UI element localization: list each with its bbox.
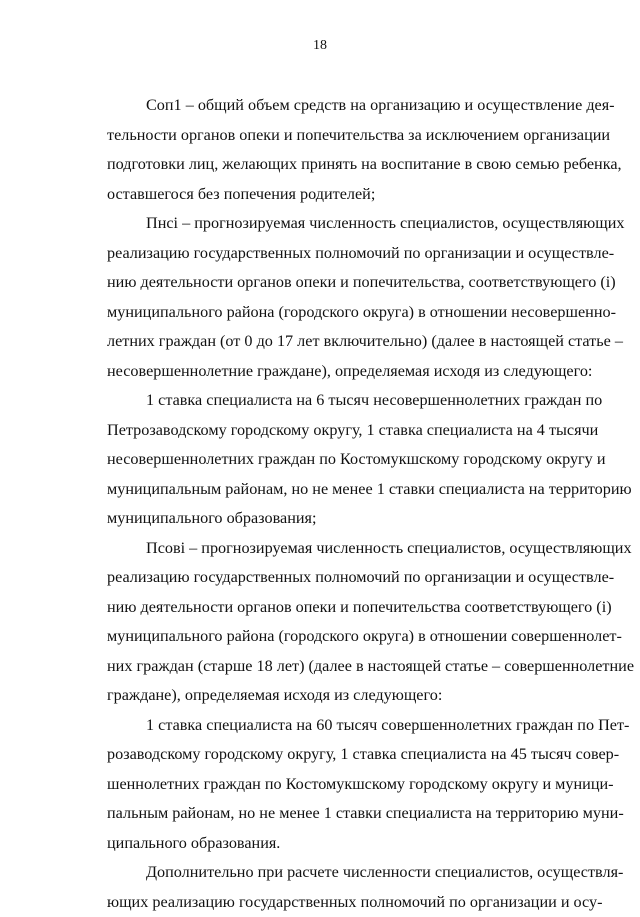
text-line: оставшегося без попечения родителей;: [107, 180, 598, 210]
text-line: розаводскому городскому округу, 1 ставка специалиста на 45 тысяч совер-: [107, 740, 598, 770]
text-line: муниципального образования;: [107, 504, 598, 534]
text-line: реализацию государственных полномочий по организации и осуществле-: [107, 239, 598, 269]
text-line: шеннолетних граждан по Костомукшскому городскому округу и муници-: [107, 770, 598, 800]
text-line: подготовки лиц, желающих принять на воспитание в свою семью ребенка,: [107, 150, 598, 180]
text-line: Псовi – прогнозируемая численность специалистов, осуществляющих: [107, 534, 598, 564]
text-line: Петрозаводскому городскому округу, 1 ставка специалиста на 4 тысячи: [107, 416, 598, 446]
text-line: них граждан (старше 18 лет) (далее в настоящей статье – совершеннолетние: [107, 652, 598, 682]
paragraph: [107, 534, 598, 711]
text-line: нию деятельности органов опеки и попечительства соответствующего (i): [107, 593, 598, 623]
text-line: муниципального района (городского округа) в отношении совершеннолет-: [107, 622, 598, 652]
document-body: [107, 91, 598, 917]
text-line: 1 ставка специалиста на 6 тысяч несовершеннолетних граждан по: [107, 386, 598, 416]
text-line: летних граждан (от 0 до 17 лет включительно) (далее в настоящей статье –: [107, 327, 598, 357]
text-line: 1 ставка специалиста на 60 тысяч совершеннолетних граждан по Пет-: [107, 711, 598, 741]
text-line: пальным районам, но не менее 1 ставки специалиста на территорию муни-: [107, 799, 598, 829]
text-line: муниципальным районам, но не менее 1 ставки специалиста на территорию: [107, 475, 598, 505]
paragraph: [107, 711, 598, 859]
text-line: реализацию государственных полномочий по организации и осуществле-: [107, 563, 598, 593]
text-line: несовершеннолетние граждане), определяемая исходя из следующего:: [107, 357, 598, 387]
text-line: несовершеннолетних граждан по Костомукшскому городскому округу и: [107, 445, 598, 475]
text-line: нию деятельности органов опеки и попечительства, соответствующего (i): [107, 268, 598, 298]
text-line: тельности органов опеки и попечительства за исключением организации: [107, 121, 598, 151]
text-line: муниципального района (городского округа) в отношении несовершенно-: [107, 298, 598, 328]
text-line: ющих реализацию государственных полномочий по организации и осу-: [107, 888, 598, 917]
paragraph: [107, 858, 598, 917]
page-number: 18: [0, 38, 640, 54]
paragraph: [107, 91, 598, 209]
paragraph: [107, 386, 598, 534]
text-line: Дополнительно при расчете численности специалистов, осуществля-: [107, 858, 598, 888]
text-line: Пнсi – прогнозируемая численность специалистов, осуществляющих: [107, 209, 598, 239]
text-line: ципального образования.: [107, 829, 598, 859]
text-line: Соп1 – общий объем средств на организацию и осуществление дея-: [107, 91, 598, 121]
text-line: граждане), определяемая исходя из следующего:: [107, 681, 598, 711]
paragraph: [107, 209, 598, 386]
